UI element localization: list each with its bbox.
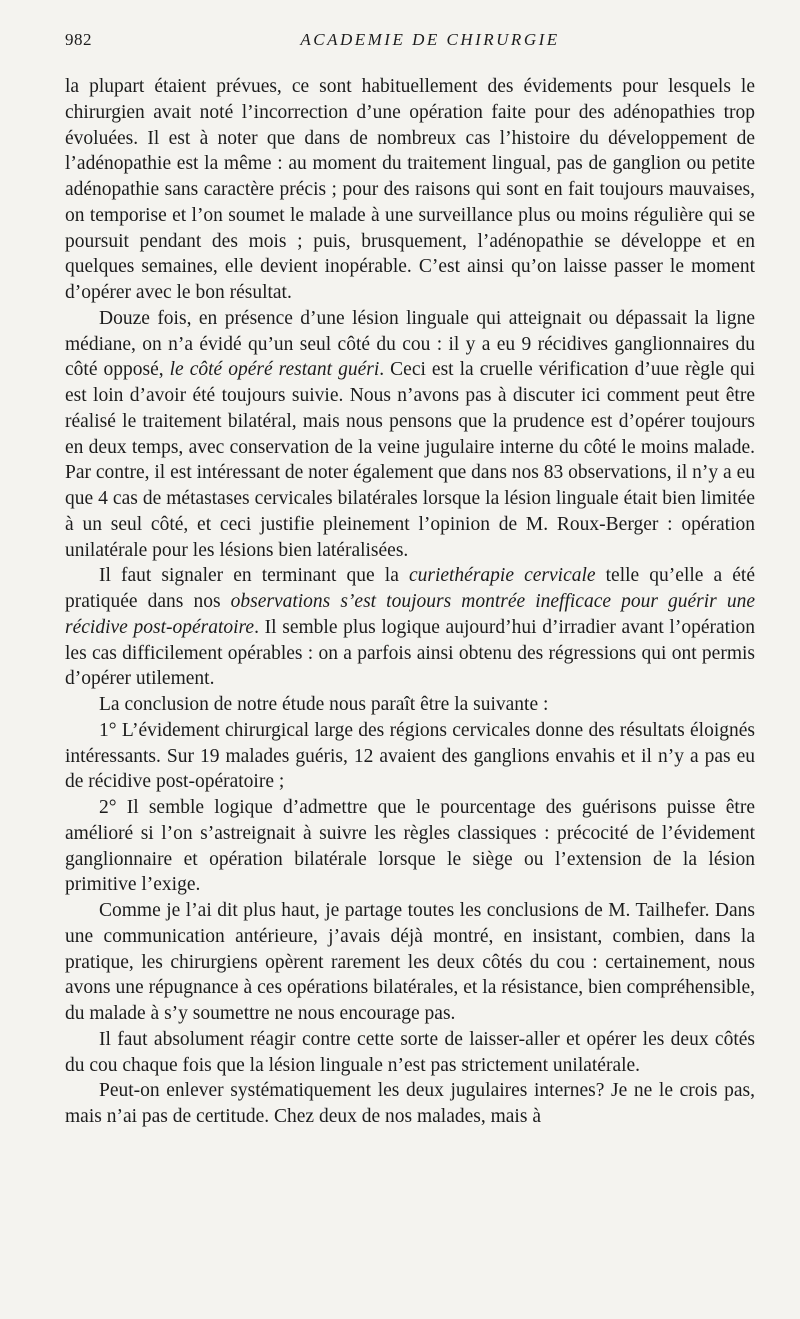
page-header — [65, 30, 755, 56]
paragraph-p4 — [65, 692, 755, 718]
running-title: ACADEMIE DE CHIRURGIE — [300, 30, 560, 49]
text-segment: Douze fois, en présence d’une lésion linguale qui atteignait ou dépassait la ligne médiane, on n’a évidé qu’un seul côté du cou : il y a eu 9 récidives ganglionnaires du côté opposé, — [65, 307, 755, 381]
body-text — [65, 74, 755, 1130]
paragraph-p1 — [65, 74, 755, 306]
paragraph-p6 — [65, 795, 755, 898]
text-segment: Il faut absolument réagir contre cette sorte de laisser-aller et opérer les deux côtés du cou chaque fois que la lésion linguale n’est pas strictement unilatérale. — [65, 1028, 755, 1076]
italic-text-segment: observations s’est toujours montrée inefficace pour guérir une récidive post-opératoire — [65, 591, 755, 638]
text-segment: Peut-on enlever systématiquement les deux jugulaires internes? Je ne le crois pas, mais n’ai pas de certitude. Chez deux de nos malades, mais à — [65, 1080, 755, 1127]
paragraph-p5 — [65, 718, 755, 795]
text-segment: telle qu’elle a été pratiquée dans nos — [65, 565, 755, 612]
italic-text-segment: curiethérapie cervicale — [408, 565, 596, 587]
text-segment: 2° Il semble logique d’admettre que le pourcentage des guérisons puisse être amélioré si l’on s’astreignait à suivre les règles classiques : précocité de l’évidement ganglionnaire et opération bilatérale lorsque le siège ou l’extension de la lésion primitive l’exige. — [65, 797, 755, 896]
paragraph-p2 — [65, 306, 755, 564]
page-number: 982 — [65, 30, 92, 49]
text-segment: Il faut signaler en terminant que la — [99, 565, 409, 587]
italic-text-segment: le côté opéré restant guéri — [169, 359, 380, 381]
text-segment: Comme je l’ai dit plus haut, je partage toutes les conclusions de M. Tailhefer. Dans une communication antérieure, j’avais déjà montré, en insistant, combien, dans la pratique, les chirurgiens opèrent rarement les deux côtés du cou : certainement, nous avons une répugnance à ces opérations bilatérales, et la résistance, bien compréhensible, du malade à s’y soumettre ne nous encourage pas. — [65, 900, 755, 1024]
text-segment: . Ceci est la cruelle vérification d’uue règle qui est loin d’avoir été toujours suivie. Nous n’avons pas à discuter ici comment peut être réalisé le traitement bilatéral, mais nous pensons que la prudence est d’opérer toujours en deux temps, avec conservation de la veine jugulaire interne du côté le moins malade. Par contre, il est intéressant de noter également que dans nos 83 observations, il n’y a eu que 4 cas de métastases cervicales bilatérales lorsque la lésion linguale était bien limitée à un seul côté, et ceci justifie pleinement l’opinion de M. Roux-Berger : opération unilatérale pour les lésions bien latéralisées. — [65, 359, 755, 561]
text-segment: 1° L’évidement chirurgical large des régions cervicales donne des résultats éloignés intéressants. Sur 19 malades guéris, 12 avaient des ganglions envahis et il n’y a pas eu de récidive post-opératoire ; — [65, 719, 755, 793]
paragraph-p3 — [65, 563, 755, 692]
text-segment: . Il semble plus logique aujourd’hui d’irradier avant l’opération les cas difficilement opérables : on a parfois ainsi obtenu des régressions qui ont permis d’opérer utilement. — [65, 616, 755, 690]
paragraph-p8 — [65, 1027, 755, 1079]
text-segment: La conclusion de notre étude nous paraît être la suivante : — [99, 694, 549, 715]
paragraph-p9 — [65, 1078, 755, 1130]
paragraph-p7 — [65, 898, 755, 1027]
text-segment: la plupart étaient prévues, ce sont habituellement des évidements pour lesquels le chirurgien avait noté l’incorrection d’une opération faite pour des adénopathies trop évoluées. Il est à noter que dans de nombreux cas l’histoire du développement de l’adénopathie est la même : au moment du traitement lingual, pas de ganglion ou petite adénopathie sans caractère précis ; pour des raisons qui sont en fait toujours mauvaises, on temporise et l’on soumet le malade à une surveillance plus ou moins régulière qui se poursuit pendant des mois ; puis, brusquement, l’adénopathie se développe et en quelques semaines, elle devient inopérable. C’est ainsi qu’on laisse passer le moment d’opérer avec le bon résultat. — [65, 76, 755, 303]
